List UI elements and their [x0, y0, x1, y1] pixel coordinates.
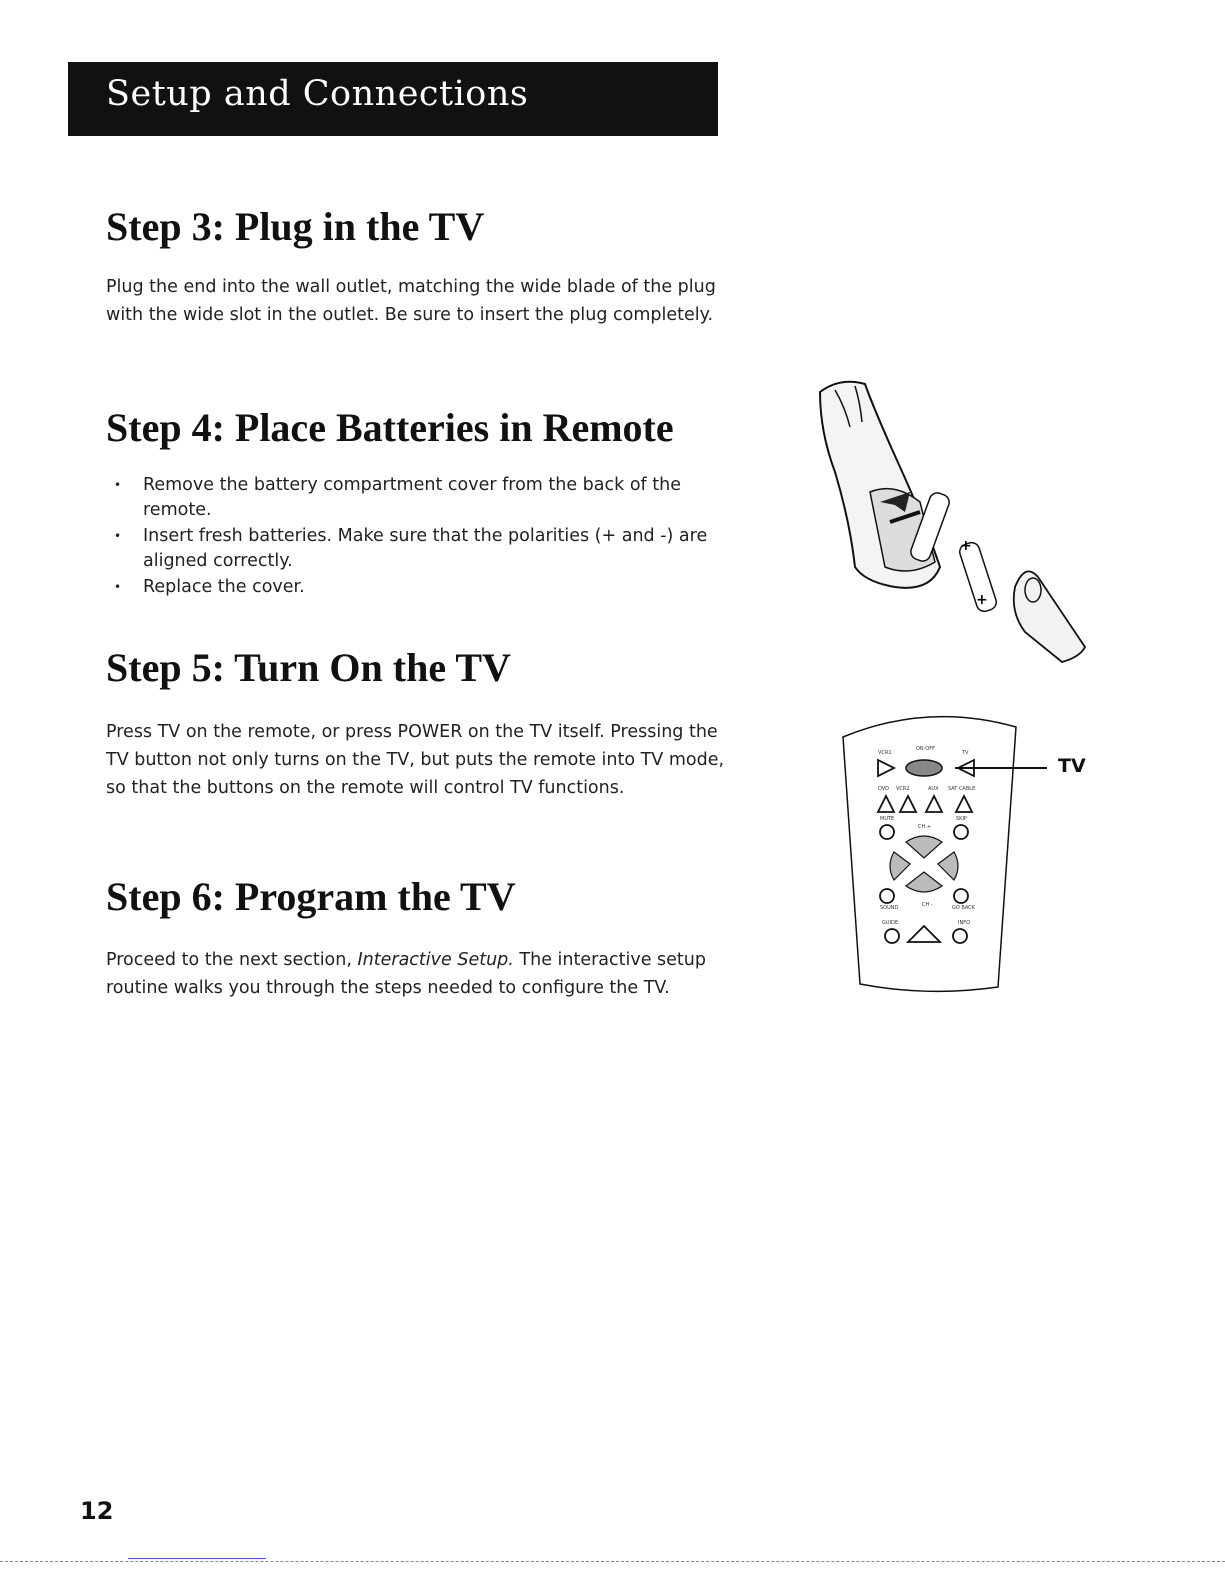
remote-label-mute: MUTE — [880, 816, 895, 822]
page-number: 12 — [80, 1497, 114, 1525]
step-5-heading: Step 5: Turn On the TV — [106, 645, 511, 690]
remote-label-info: INFO — [958, 920, 971, 926]
tv-button-callout: TV — [1058, 755, 1086, 777]
remote-label-go-back: GO BACK — [952, 905, 975, 911]
remote-label-aux: AUX — [928, 786, 939, 792]
tv-callout-line — [955, 767, 1047, 769]
remote-label-vcr2: VCR2 — [896, 786, 910, 792]
remote-label-vcr1: VCR1 — [878, 750, 892, 756]
remote-label-sound: SOUND — [880, 905, 899, 911]
remote-control-illustration — [838, 712, 1018, 1002]
plus-mark: + — [960, 538, 972, 554]
step-3-heading: Step 3: Plug in the TV — [106, 204, 485, 249]
step-4-bullet-list — [106, 473, 726, 601]
battery-install-illustration — [800, 372, 1100, 672]
bullet-item: • Insert fresh batteries. Make sure that the polarities (+ and -) are aligned correctly. — [114, 526, 708, 571]
remote-label-onoff: ON·OFF — [916, 746, 935, 752]
bullet-item: • Remove the battery compartment cover from the back of the remote. — [114, 475, 681, 520]
remote-label-tv: TV — [962, 750, 969, 756]
remote-label-ch-up: CH + — [918, 824, 932, 830]
remote-label-sat-cable: SAT·CABLE — [948, 786, 976, 792]
step-5-text: Press TV on the remote, or press POWER on the TV itself. Pressing the TV button not only turns on the TV, but puts the remote into TV mode, so that the buttons on the remote will control TV functions. — [106, 722, 725, 798]
bottom-link-underline — [128, 1558, 266, 1559]
step-4-heading: Step 4: Place Batteries in Remote — [106, 405, 674, 450]
section-title: Setup and Connections — [106, 74, 529, 114]
page-bottom-rule — [0, 1561, 1225, 1562]
step-6-text: Proceed to the next section, Interactive Setup. The interactive setup routine walks you through the steps needed to configure the TV. — [106, 950, 706, 998]
remote-label-guide: GUIDE — [882, 920, 899, 926]
plus-mark: + — [976, 592, 988, 608]
step-3-text: Plug the end into the wall outlet, matching the wide blade of the plug with the wide slot in the outlet. Be sure to insert the plug completely. — [106, 277, 716, 325]
remote-label-dvd: DVD — [878, 786, 890, 792]
bullet-item: • Replace the cover. — [114, 577, 305, 597]
interactive-setup-reference: Interactive Setup. — [357, 950, 514, 970]
remote-label-skip: SKIP — [956, 816, 967, 822]
step-6-heading: Step 6: Program the TV — [106, 874, 516, 919]
section-header-bar — [68, 62, 718, 136]
remote-label-ch-down: CH - — [922, 902, 933, 908]
